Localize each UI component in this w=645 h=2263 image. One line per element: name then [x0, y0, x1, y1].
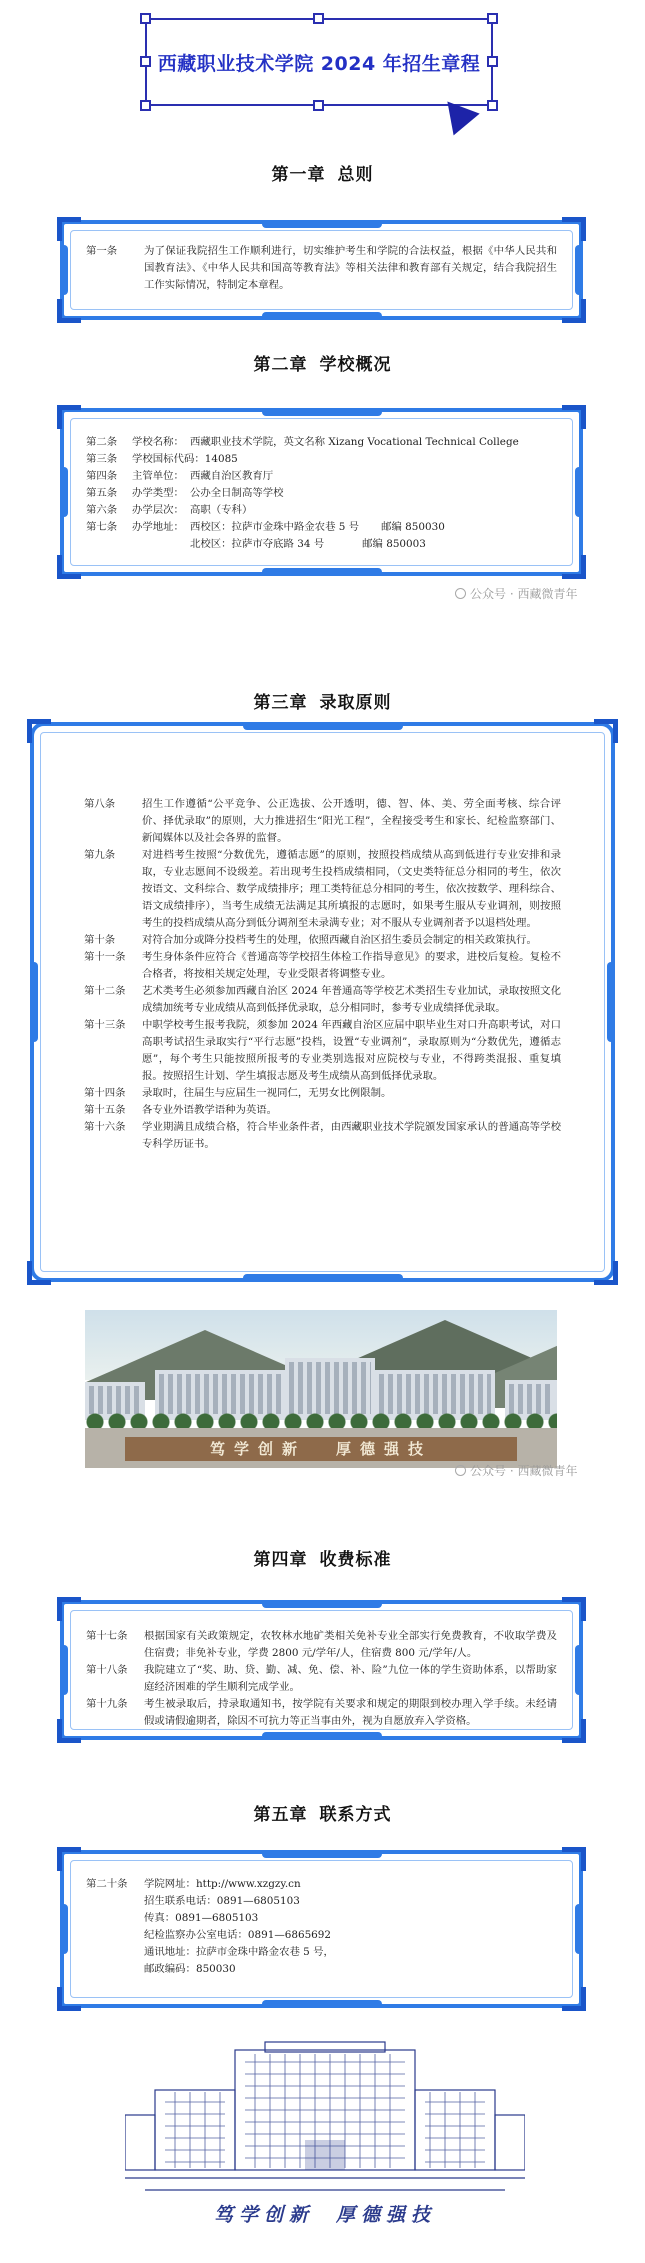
chapter-heading — [0, 1545, 645, 1570]
article: 第九条 对进档考生按照“分数优先，遵循志愿”的原则，按照投档成绩从高到低进行专业安排和录取，专业志愿间不设级差。若出现考生投档成绩相同，（文史类特征总分相同的考生，依次按语文、文科综合、数学成绩排序；理工类特征总分相同的考生，依次按数学、理科综合、语文成绩排序），当考生成绩无法满足其所填报的志愿时，如果考生服从专业调剂，则按照考生的投档成绩从高分到低分调剂至未录满专业；对不服从专业调剂者予以退档处理。 — [84, 849, 561, 929]
resize-handle-icon — [313, 100, 324, 111]
article-text: 为了保证我院招生工作顺利进行，切实维护考生和学院的合法权益，根据《中华人民共和国教育法》、《中华人民共和国高等教育法》等相关法律和教育部有关规定，结合我院招生工作实际情况，特制定本章程。 — [144, 245, 557, 291]
watermark: 公众号 · 西藏微青年 — [455, 585, 577, 602]
article: 第二十条 学院网址：http://www.xzgzy.cn — [86, 1876, 557, 1893]
article: 第十五条 各专业外语教学语种为英语。 — [84, 1104, 278, 1116]
info-row: 第四条 主管单位： 西藏自治区教育厅 — [86, 470, 274, 482]
info-row: 第三条 学校国标代码： 14085 — [86, 453, 238, 465]
contact-line: 招生联系电话：0891—6805103 — [144, 1895, 300, 1907]
info-row: 第五条 办学类型： 公办全日制高等学校 — [86, 487, 284, 499]
chapter-heading — [0, 688, 645, 713]
chapter-3-content — [84, 796, 561, 1153]
resize-handle-icon — [487, 13, 498, 24]
contact-line: 纪检监察办公室电话：0891—6865692 — [144, 1929, 332, 1941]
chapter-name: 总则 — [337, 165, 374, 185]
campus-illustration — [125, 2040, 525, 2240]
article — [86, 243, 557, 294]
chapter-5-content — [86, 1876, 557, 1978]
resize-handle-icon — [140, 100, 151, 111]
contact-line: 通讯地址：拉萨市金珠中路金农巷 5 号， — [144, 1946, 334, 1958]
resize-handle-icon — [487, 100, 498, 111]
article: 第十二条 艺术类考生必须参加西藏自治区 2024 年普通高等学校艺术类招生专业加试，录取按照文化成绩加统考专业成绩从高到低择优录取，总分相同时，参考专业成绩择优录取。 — [84, 985, 561, 1014]
chapter-1-frame — [60, 220, 583, 320]
campus-photo — [85, 1310, 557, 1468]
contact-line: 传真：0891—6805103 — [144, 1912, 259, 1924]
article-number: 第一条 — [86, 245, 118, 257]
resize-handle-icon — [140, 56, 151, 67]
website-text: 学院网址：http://www.xzgzy.cn — [144, 1878, 301, 1890]
resize-handle-icon — [313, 13, 324, 24]
title-selection-box — [145, 18, 493, 106]
chapter-number: 第四章 — [253, 1550, 308, 1570]
article: 第十一条 考生身体条件应符合《普通高等学校招生体检工作指导意见》的要求，进校后复检。复检不合格者，将按相关规定处理，专业受限者将调整专业。 — [84, 951, 561, 980]
illustration-motto: 笃学创新 厚德强技 — [213, 2204, 437, 2226]
article: 第八条 招生工作遵循“公平竞争、公正选拔、公开透明，德、智、体、美、劳全面考核、综合评价、择优录取”的原则，大力推进招生“阳光工程”，全程接受考生和家长、纪检监察部门、新闻媒体以及社会各界的监督。 — [84, 798, 561, 844]
article: 第十四条 录取时，往届生与应届生一视同仁，无男女比例限制。 — [84, 1087, 392, 1099]
chapter-4-frame — [60, 1600, 583, 1740]
resize-handle-icon — [140, 13, 151, 24]
article: 第十三条 中职学校考生报考我院，须参加 2024 年西藏自治区应届中职毕业生对口升高职考试，对口高职考试招生录取实行“平行志愿”投档，设置“专业调剂”，录取原则为“分数优先，遵循志愿”，每个考生只能按照所报考的专业类别选报对应院校与专业，不得跨类混报、重复填报。按照招生计划、学生填报志愿及考生成绩从高到低择优录取。 — [84, 1019, 561, 1082]
article: 第十九条 考生被录取后，持录取通知书，按学院有关要求和规定的期限到校办理入学手续。未经请假或请假逾期者，除因不可抗力等正当事由外，视为自愿放弃入学资格。 — [86, 1698, 557, 1727]
article: 第十七条 根据国家有关政策规定，农牧林水地矿类相关免补专业全部实行免费教育，不收取学费及住宿费；非免补专业，学费 2800 元/学年/人，住宿费 800 元/学年/人。 — [86, 1630, 557, 1659]
chapter-heading — [0, 160, 645, 185]
chapter-5-frame — [60, 1850, 583, 2008]
info-row: 第七条 办学地址： 西校区：拉萨市金珠中路金农巷 5 号 邮编 850030 — [86, 521, 445, 533]
chapter-3-frame — [30, 722, 615, 1282]
chapter-heading — [0, 350, 645, 375]
info-row: 第二条 学校名称： 西藏职业技术学院，英文名称 Xizang Vocational Technical College — [86, 436, 519, 448]
chapter-name: 录取原则 — [319, 693, 392, 713]
page-title: 西藏职业技术学院 2024 年招生章程 — [157, 52, 481, 75]
chapter-1-content — [86, 243, 557, 294]
watermark: 公众号 · 西藏微青年 — [455, 1462, 577, 1479]
chapter-number: 第二章 — [253, 355, 308, 375]
info-row: 第六条 办学层次： 高职（专科） — [86, 504, 253, 516]
resize-handle-icon — [487, 56, 498, 67]
article: 第十六条 学业期满且成绩合格，符合毕业条件者，由西藏职业技术学院颁发国家承认的普通高等学校专科学历证书。 — [84, 1121, 561, 1150]
chapter-2-content — [86, 434, 557, 553]
chapter-2-frame — [60, 408, 583, 576]
chapter-number: 第三章 — [253, 693, 308, 713]
contact-line: 邮政编码：850030 — [144, 1963, 236, 1975]
chapter-heading — [0, 1800, 645, 1825]
chapter-name: 收费标准 — [319, 1550, 392, 1570]
campus-motto-wall: 笃学创新 厚德强技 — [125, 1437, 517, 1461]
chapter-name: 联系方式 — [319, 1805, 392, 1825]
chapter-4-content — [86, 1628, 557, 1730]
chapter-name: 学校概况 — [319, 355, 392, 375]
chapter-number: 第五章 — [253, 1805, 308, 1825]
info-row: 北校区：拉萨市夺底路 34 号 邮编 850003 — [190, 538, 426, 550]
chapter-number: 第一章 — [271, 165, 326, 185]
article: 第十条 对符合加分或降分投档考生的处理，依照西藏自治区招生委员会制定的相关政策执行。 — [84, 934, 537, 946]
article: 第十八条 我院建立了“奖、助、贷、勤、减、免、偿、补、险”九位一体的学生资助体系，以帮助家庭经济困难的学生顺利完成学业。 — [86, 1664, 557, 1693]
